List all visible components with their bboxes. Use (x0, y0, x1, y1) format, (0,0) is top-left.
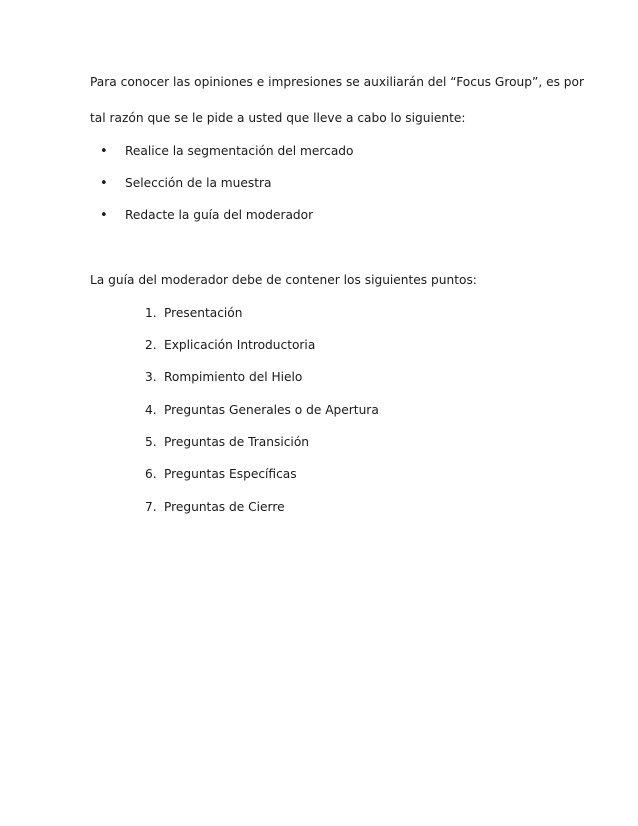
bullet-text: Redacte la guía del moderador (125, 208, 314, 222)
list-text: Preguntas Generales o de Apertura (164, 403, 379, 417)
numbered-list-item (145, 402, 379, 418)
list-text: Preguntas de Transición (164, 435, 309, 449)
numbered-list-item (145, 337, 315, 353)
bullet-marker: • (100, 144, 108, 159)
list-number: 1. (145, 306, 157, 320)
bullet-list-item (100, 207, 313, 224)
list-text: Rompimiento del Hielo (164, 370, 303, 384)
list-text: Presentación (164, 306, 243, 320)
list-number: 5. (145, 435, 157, 449)
bullet-marker: • (100, 208, 108, 223)
numbered-list-item (145, 305, 242, 321)
list-number: 3. (145, 370, 157, 384)
list-number: 2. (145, 338, 157, 352)
bullet-marker: • (100, 176, 108, 191)
bullet-text: Selección de la muestra (125, 176, 272, 190)
numbered-list-item (145, 369, 302, 385)
list-text: Preguntas de Cierre (164, 500, 285, 514)
numbered-list-item (145, 499, 285, 515)
list-text: Preguntas Específicas (164, 467, 297, 481)
numbered-list-item (145, 434, 309, 450)
intro-paragraph-line-2: tal razón que se le pide a usted que lleve a cabo lo siguiente: (90, 111, 466, 125)
list-number: 6. (145, 467, 157, 481)
numbered-list-item (145, 466, 297, 482)
bullet-list-item (100, 143, 354, 160)
list-text: Explicación Introductoria (164, 338, 316, 352)
bullet-text: Realice la segmentación del mercado (125, 144, 354, 158)
bullet-list-item (100, 175, 272, 192)
list-number: 4. (145, 403, 157, 417)
guide-intro-paragraph: La guía del moderador debe de contener los siguientes puntos: (90, 273, 477, 287)
intro-paragraph-line-1: Para conocer las opiniones e impresiones se auxiliarán del “Focus Group”, es por (90, 75, 584, 89)
list-number: 7. (145, 500, 157, 514)
